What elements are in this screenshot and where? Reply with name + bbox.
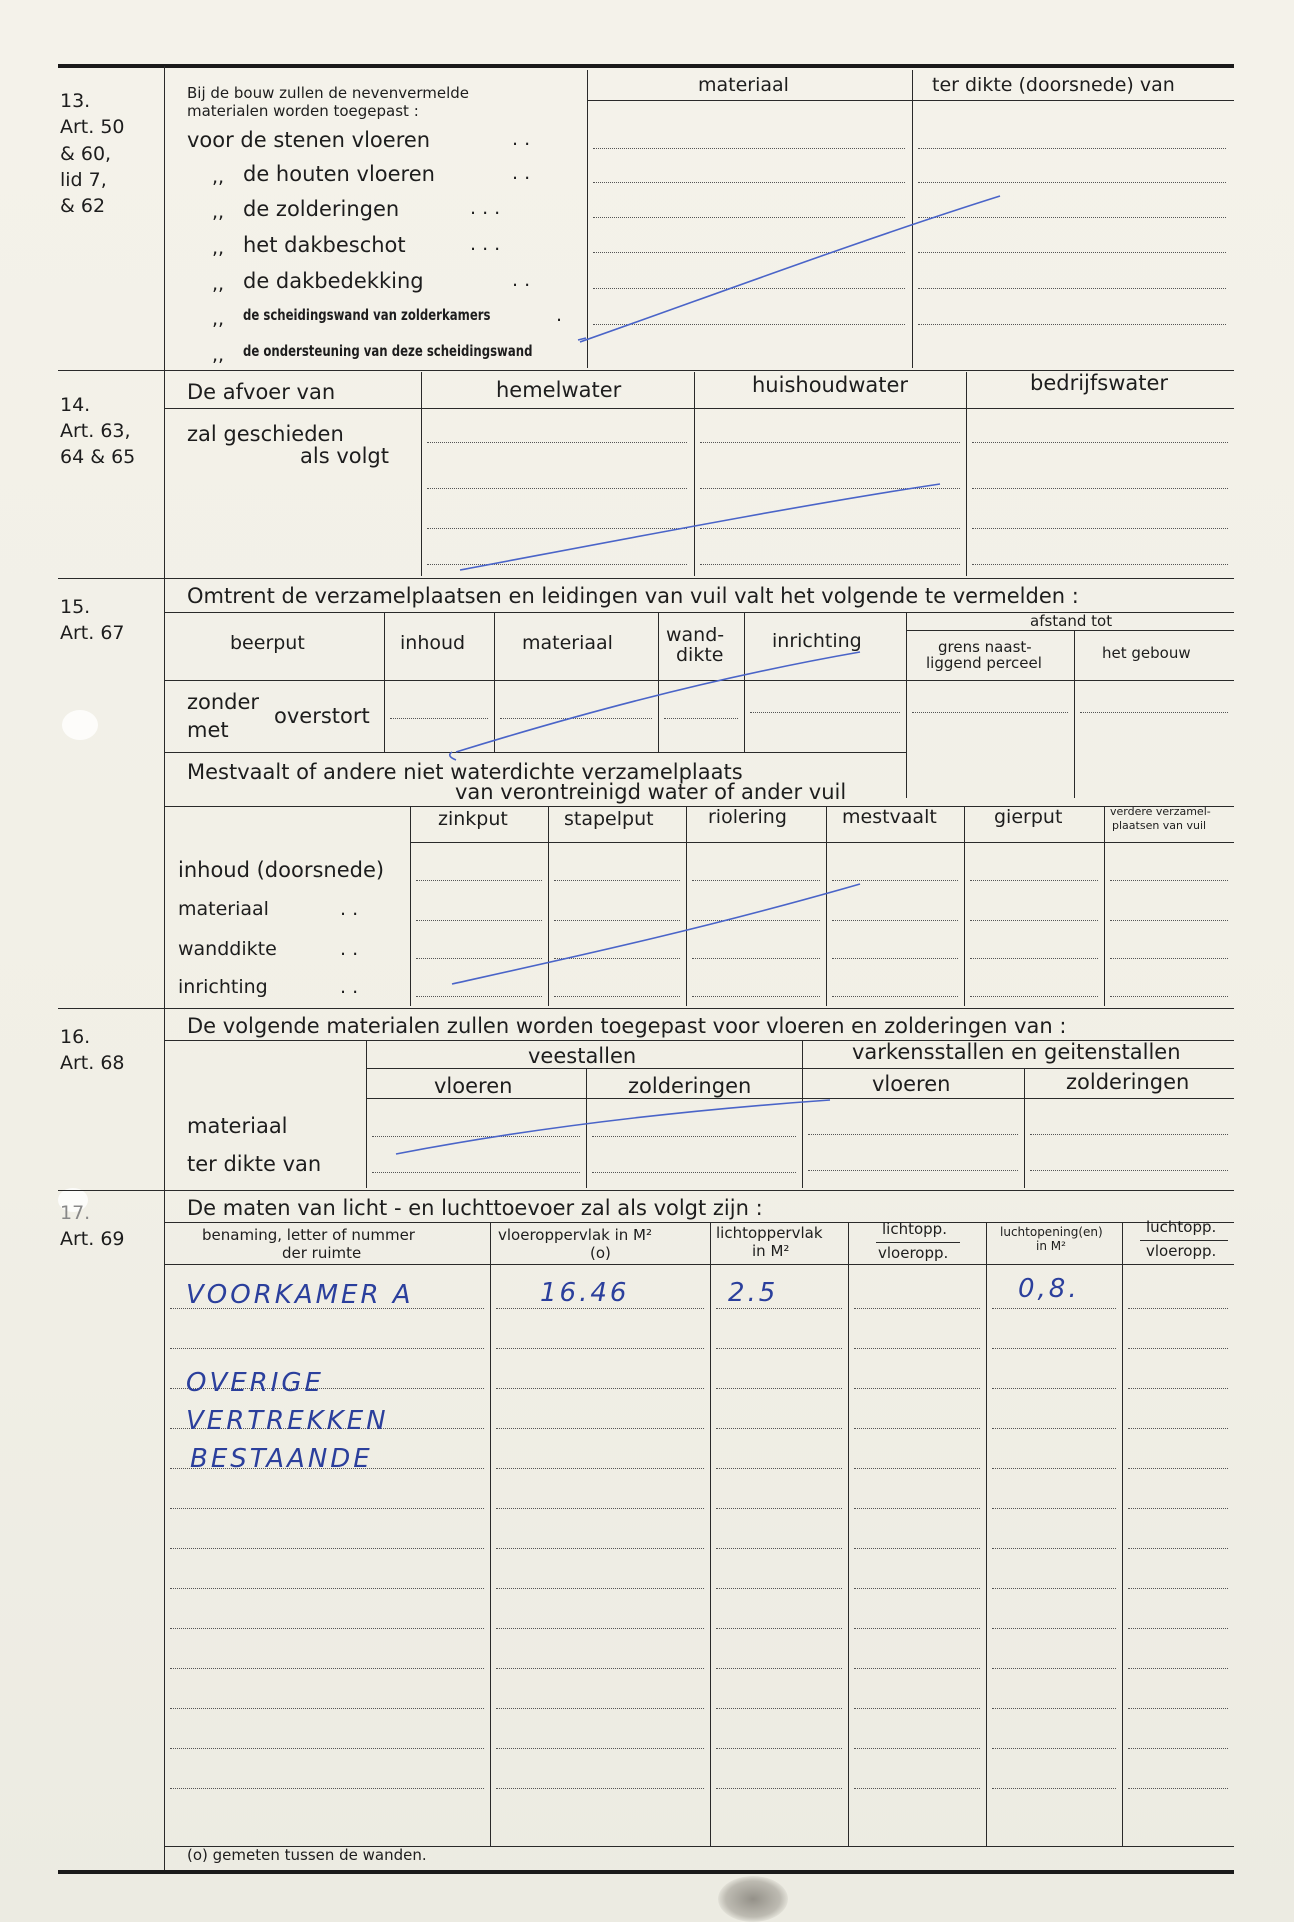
entry-floor-area: 16.46 <box>540 1278 630 1308</box>
column-header-afstand: afstand tot <box>1030 612 1113 630</box>
ditto-mark: ,, <box>212 237 225 259</box>
column-header-verdere: verdere verzamel- <box>1110 805 1211 818</box>
row-dots: . . <box>512 128 531 150</box>
material-row-label: de zolderingen <box>243 197 400 221</box>
column-header-inrichting: inrichting <box>772 630 862 652</box>
column-header-materiaal: materiaal <box>698 74 789 96</box>
column-header-varkensstallen: varkensstallen en geitenstallen <box>852 1040 1181 1064</box>
row-dots: . . . <box>470 197 501 219</box>
column-header-vloeren: vloeren <box>872 1072 951 1096</box>
column-header-zinkput: zinkput <box>438 808 508 830</box>
row-label-zonder: zonder <box>187 690 260 714</box>
row-dots: . . <box>512 162 531 184</box>
column-header-lichtopp: in M² <box>752 1242 790 1260</box>
row-label: wanddikte <box>178 938 277 960</box>
column-header-vloeren: vloeren <box>434 1074 513 1098</box>
handwritten-note: BESTAANDE <box>190 1444 373 1474</box>
article-ref: lid 7, <box>60 169 107 191</box>
column-header-hemelwater: hemelwater <box>496 378 622 402</box>
column-header-gebouw: het gebouw <box>1102 644 1191 662</box>
column-header-vloeropp: (o) <box>590 1244 611 1262</box>
handwritten-note: OVERIGE <box>186 1368 324 1398</box>
article-ref: Art. 63, <box>60 420 131 442</box>
handwritten-note: VERTREKKEN <box>186 1406 389 1436</box>
ditto-mark: ,, <box>212 201 225 223</box>
column-header-benaming: benaming, letter of nummer <box>202 1226 415 1244</box>
column-header-grens: liggend perceel <box>926 654 1042 672</box>
row-dots: . . <box>340 898 359 920</box>
row-dots: . . <box>512 269 531 291</box>
article-ref: 64 & 65 <box>60 446 136 468</box>
entry-light-area: 2.5 <box>728 1278 779 1308</box>
ditto-mark: ,, <box>212 273 225 295</box>
als-label: als volgt <box>300 444 389 468</box>
column-header-ratio: vloeropp. <box>1146 1242 1217 1260</box>
article-ref: Art. 69 <box>60 1228 125 1250</box>
column-header-huishoudwater: huishoudwater <box>752 373 909 397</box>
paper-smudge <box>718 1876 788 1922</box>
material-row-label: de scheidingswand van zolderkamers <box>243 306 491 324</box>
column-header-stapelput: stapelput <box>564 808 654 830</box>
column-header-wand: wand- <box>666 624 725 646</box>
column-header-ratio: luchtopp. <box>1146 1218 1217 1236</box>
column-header-grens: grens naast- <box>938 638 1032 656</box>
column-header-zolderingen: zolderingen <box>628 1074 752 1098</box>
column-header-gierput: gierput <box>994 806 1063 828</box>
column-header-zolderingen: zolderingen <box>1066 1070 1190 1094</box>
mestvaalt-label: Mestvaalt of andere niet waterdichte verzamelplaats <box>187 760 743 784</box>
ditto-mark: ,, <box>212 166 225 188</box>
ditto-mark: ,, <box>212 344 225 366</box>
material-row-label: het dakbeschot <box>243 233 406 257</box>
afvoer-label: De afvoer van <box>187 380 336 404</box>
column-header-lichtopp: lichtoppervlak <box>716 1224 823 1242</box>
row-dots: . . . <box>470 233 501 255</box>
ditto-mark: ,, <box>212 308 225 330</box>
mestvaalt-label: van verontreinigd water of ander vuil <box>455 780 847 804</box>
article-ref: Art. 50 <box>60 116 125 138</box>
intro-text: Bij de bouw zullen de nevenvermelde <box>187 84 470 102</box>
section-title: Omtrent de verzamelplaatsen en leidingen van vuil valt het volgende te vermelden : <box>187 584 1079 608</box>
column-header-riolering: riolering <box>708 806 787 828</box>
column-header-beerput: beerput <box>230 632 305 654</box>
row-label: inhoud (doorsnede) <box>178 858 385 882</box>
section-number: 16. <box>60 1026 91 1048</box>
row-label-met: met <box>187 718 229 742</box>
column-header-dikte: dikte <box>676 644 724 666</box>
section-number: 17. <box>60 1202 91 1224</box>
material-row-label: de dakbedekking <box>243 269 424 293</box>
column-header-luchtopening: in M² <box>1036 1239 1066 1253</box>
column-header-dikte: ter dikte (doorsnede) van <box>932 74 1175 96</box>
column-header-vloeropp: vloeroppervlak in M² <box>498 1226 652 1244</box>
column-header-verdere: plaatsen van vuil <box>1112 819 1207 832</box>
material-row-label: de houten vloeren <box>243 162 435 186</box>
material-row-label: voor de stenen vloeren <box>187 128 431 152</box>
row-label: inrichting <box>178 976 268 998</box>
column-header-luchtopening: luchtopening(en) <box>1000 1225 1103 1239</box>
article-ref: & 60, <box>60 143 112 165</box>
section-title: De maten van licht - en luchttoevoer zal als volgt zijn : <box>187 1196 763 1220</box>
row-label-overstort: overstort <box>274 704 370 728</box>
row-dots: . . <box>340 976 359 998</box>
article-ref: Art. 68 <box>60 1052 125 1074</box>
row-label: materiaal <box>178 898 269 920</box>
column-header-ratio: vloeropp. <box>878 1244 949 1262</box>
row-label-dikte: ter dikte van <box>187 1152 322 1176</box>
material-row-label: de ondersteuning van deze scheidingswand <box>243 342 533 360</box>
column-header-benaming: der ruimte <box>282 1244 362 1262</box>
column-header-ratio: lichtopp. <box>882 1220 947 1238</box>
zal-label: zal geschieden <box>187 422 344 446</box>
entry-room-name: VOORKAMER A <box>186 1280 414 1310</box>
intro-text: materialen worden toegepast : <box>187 102 419 120</box>
row-dots: . <box>556 304 563 326</box>
column-header-bedrijfswater: bedrijfswater <box>1030 371 1169 395</box>
column-header-materiaal: materiaal <box>522 632 613 654</box>
column-header-veestallen: veestallen <box>528 1044 637 1068</box>
row-label-materiaal: materiaal <box>187 1114 288 1138</box>
article-ref: & 62 <box>60 195 106 217</box>
section-title: De volgende materialen zullen worden toegepast voor vloeren en zolderingen van : <box>187 1014 1067 1038</box>
column-header-mestvaalt: mestvaalt <box>842 806 937 828</box>
footnote: (o) gemeten tussen de wanden. <box>187 1846 427 1864</box>
section-number: 14. <box>60 394 91 416</box>
section-number: 13. <box>60 90 91 112</box>
row-dots: . . <box>340 938 359 960</box>
column-header-inhoud: inhoud <box>400 632 466 654</box>
section-number: 15. <box>60 596 91 618</box>
entry-air-opening: 0,8. <box>1018 1274 1080 1304</box>
article-ref: Art. 67 <box>60 622 125 644</box>
